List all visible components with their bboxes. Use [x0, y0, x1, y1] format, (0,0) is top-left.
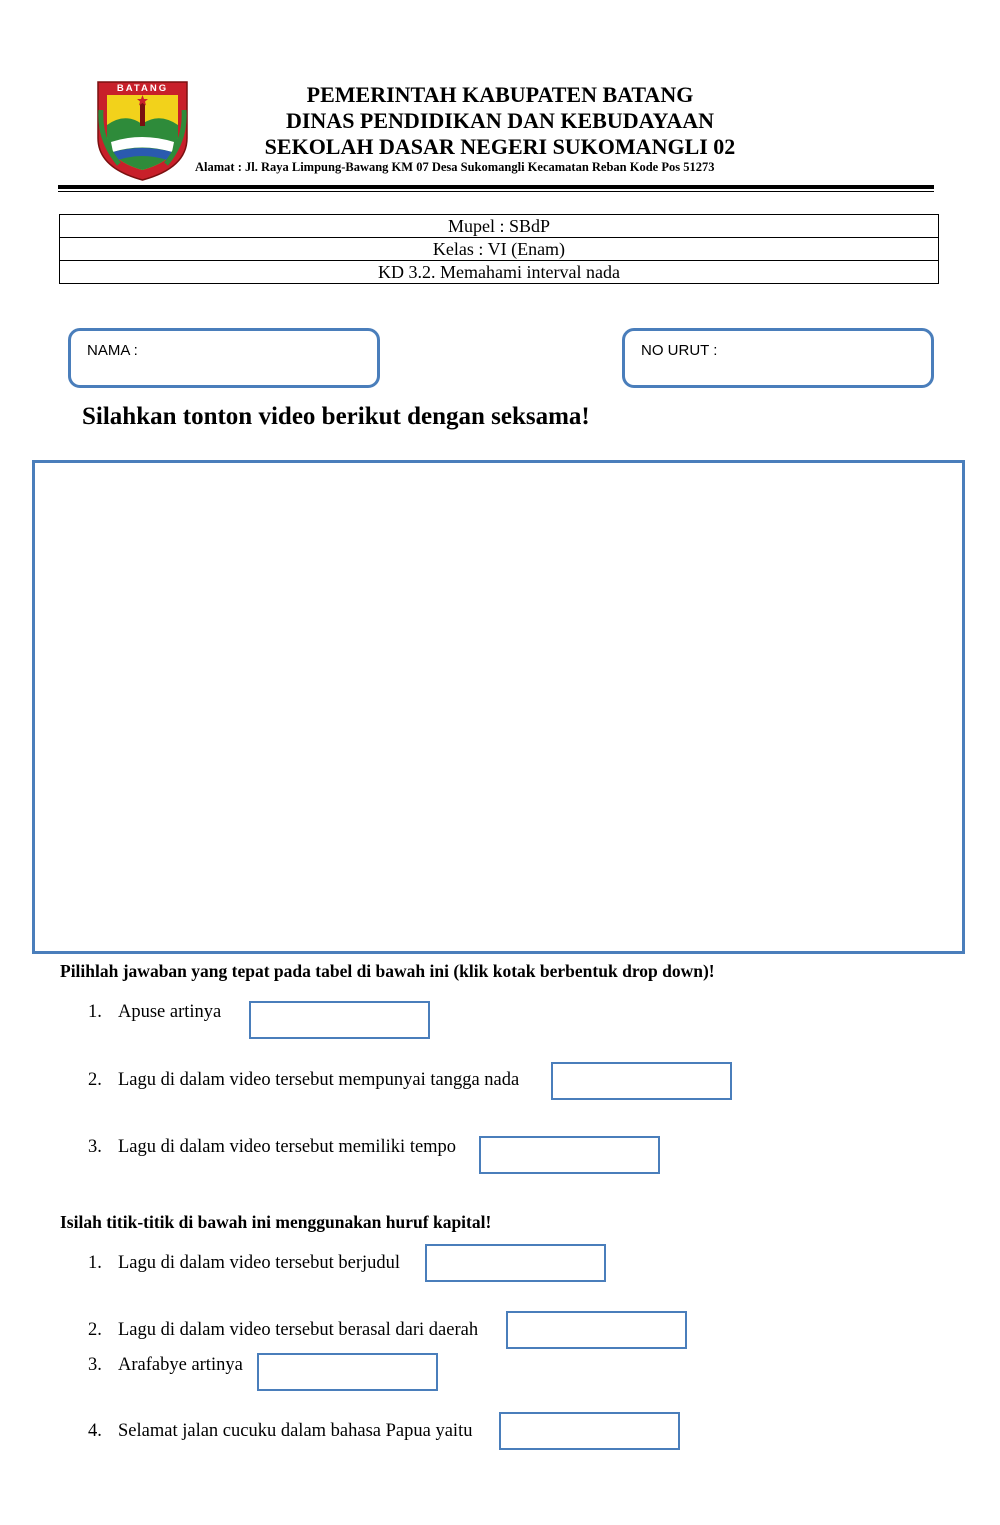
section1-answer-1-dropdown[interactable] [249, 1001, 430, 1039]
question-text: Lagu di dalam video tersebut memiliki tempo [118, 1137, 457, 1157]
section2-answer-3-input[interactable] [257, 1353, 438, 1391]
student-number-label: NO URUT : [641, 342, 718, 359]
section1-instruction: Pilihlah jawaban yang tepat pada tabel di bawah ini (klik kotak berbentuk drop down)! [60, 961, 715, 981]
section2-question-1 [88, 1253, 400, 1274]
header-address: Alamat : Jl. Raya Limpung-Bawang KM 07 Desa Sukomangli Kecamatan Reban Kode Pos 51273 [195, 160, 715, 174]
question-number: 3. [88, 1355, 102, 1375]
question-number: 4. [88, 1421, 102, 1441]
question-text: Apuse artinya [118, 1002, 222, 1022]
section1-question-1 [88, 1002, 221, 1023]
video-instruction: Silahkan tonton video berikut dengan seksama! [82, 403, 590, 430]
question-number: 1. [88, 1253, 102, 1273]
section1-question-2 [88, 1070, 519, 1091]
question-number: 2. [88, 1070, 102, 1090]
header-divider-thin [58, 191, 934, 192]
section1-answer-3-dropdown[interactable] [479, 1136, 660, 1174]
section2-answer-1-input[interactable] [425, 1244, 606, 1282]
header-school: SEKOLAH DASAR NEGERI SUKOMANGLI 02 [264, 134, 736, 159]
header-government: PEMERINTAH KABUPATEN BATANG [306, 82, 694, 107]
logo-text: BATANG [116, 83, 169, 94]
student-number-field[interactable] [622, 328, 934, 388]
section2-question-3 [88, 1355, 243, 1376]
kd-cell: KD 3.2. Memahami interval nada [60, 261, 939, 284]
question-text: Lagu di dalam video tersebut mempunyai tangga nada [118, 1070, 520, 1090]
header-department: DINAS PENDIDIKAN DAN KEBUDAYAAN [285, 108, 715, 133]
section2-question-2 [88, 1320, 478, 1341]
question-number: 1. [88, 1002, 102, 1022]
question-number: 3. [88, 1137, 102, 1157]
grade-cell: Kelas : VI (Enam) [60, 238, 939, 261]
section2-question-4 [88, 1421, 472, 1442]
subject-cell: Mupel : SBdP [60, 215, 939, 238]
name-label: NAMA : [87, 342, 138, 359]
question-text: Selamat jalan cucuku dalam bahasa Papua yaitu [118, 1421, 473, 1441]
question-text: Lagu di dalam video tersebut berasal dari daerah [118, 1320, 479, 1340]
section2-instruction: Isilah titik-titik di bawah ini menggunakan huruf kapital! [60, 1212, 492, 1232]
question-text: Arafabye artinya [118, 1355, 243, 1375]
subject-info-table [59, 214, 939, 284]
name-field[interactable] [68, 328, 380, 388]
question-number: 2. [88, 1320, 102, 1340]
section2-answer-2-input[interactable] [506, 1311, 687, 1349]
section1-answer-2-dropdown[interactable] [551, 1062, 732, 1100]
section2-answer-4-input[interactable] [499, 1412, 680, 1450]
video-player[interactable] [32, 460, 965, 954]
section1-question-3 [88, 1137, 456, 1158]
header-divider-thick [58, 185, 934, 189]
question-text: Lagu di dalam video tersebut berjudul [118, 1253, 401, 1273]
